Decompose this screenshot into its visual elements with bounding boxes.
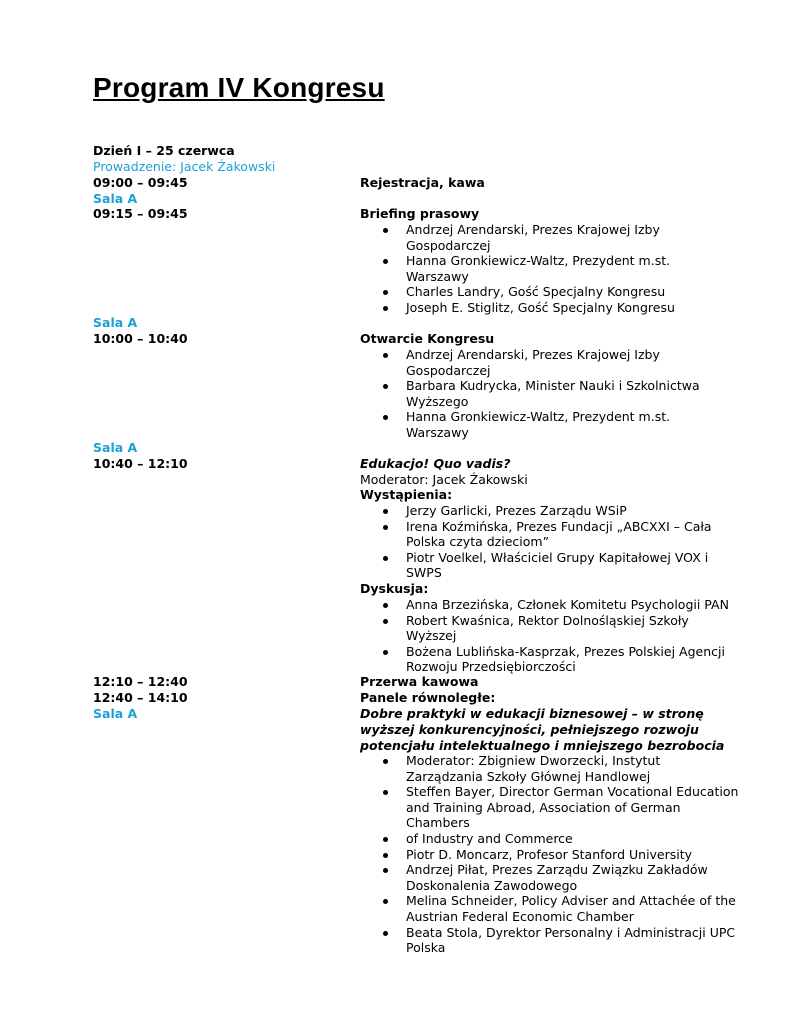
list-item: Warszawy (406, 268, 469, 284)
bullet-icon (383, 759, 388, 764)
bullet-icon (383, 931, 388, 936)
session-title: Przerwa kawowa (360, 674, 479, 689)
bullet-icon (383, 619, 388, 624)
bullet-icon (383, 290, 388, 295)
moderator-line: Moderator: Jacek Żakowski (360, 472, 528, 487)
list-item: Andrzej Arendarski, Prezes Krajowej Izby (406, 222, 660, 237)
list-item: Wyższego (406, 393, 469, 409)
time-slot-2: 09:15 – 09:45 (93, 206, 188, 221)
list-item: Wyższej (406, 628, 457, 644)
list-item: Hanna Gronkiewicz-Waltz, Prezydent m.st. (406, 409, 671, 425)
session-title: Rejestracja, kawa (360, 175, 485, 190)
list-item: Jerzy Garlicki, Prezes Zarządu WSiP (406, 503, 627, 518)
time-slot-6: 12:40 – 14:10 (93, 690, 188, 705)
list-item: Andrzej Piłat, Prezes Zarządu Związku Zakładów (406, 862, 708, 878)
time-slot-3: 10:00 – 10:40 (93, 331, 188, 346)
list-item: Anna Brzezińska, Członek Komitetu Psychologii PAN (406, 597, 729, 612)
session-title: Briefing prasowy (360, 206, 480, 221)
bullet-icon (383, 650, 388, 655)
time-slot-1: 09:00 – 09:45 (93, 175, 188, 190)
list-item: Barbara Kudrycka, Minister Nauki i Szkolnictwa (406, 378, 700, 394)
list-item: Polska czyta dzieciom” (406, 534, 550, 550)
list-item: Beata Stola, Dyrektor Personalny i Administracji UPC (406, 924, 736, 940)
room-label: Sala A (93, 315, 138, 330)
time-slot-5: 12:10 – 12:40 (93, 674, 188, 689)
list-item: Piotr Voelkel, Właściciel Grupy Kapitałowej VOX i (406, 549, 709, 565)
bullet-icon (383, 899, 388, 904)
discussion-heading: Dyskusja: (360, 581, 429, 596)
list-item: Robert Kwaśnica, Rektor Dolnośląskiej Szkoły (406, 612, 689, 628)
list-item: and Training Abroad, Association of German (406, 799, 681, 815)
time-slot-4: 10:40 – 12:10 (93, 456, 188, 471)
day-label: Dzień I – 25 czerwca (93, 143, 235, 158)
list-item: Piotr D. Moncarz, Profesor Stanford University (406, 846, 693, 862)
list-item: Gospodarczej (406, 362, 491, 378)
room-label: Sala A (93, 191, 138, 206)
bullet-icon (383, 353, 388, 358)
list-item: Chambers (406, 815, 470, 831)
room-label: Sala A (93, 706, 138, 721)
list-item: Steffen Bayer, Director German Vocational Education (406, 784, 739, 800)
list-item: Gospodarczej (406, 237, 491, 253)
session-title: Panele równoległe: (360, 690, 496, 705)
bullet-icon (383, 790, 388, 795)
list-item: Moderator: Zbigniew Dworzecki, Instytut (406, 753, 661, 768)
panel-title-line: wyższej konkurencyjności, pełniejszego rozwoju (360, 722, 699, 737)
panel-title-line: potencjału intelektualnego i mniejszego bezrobocia (360, 738, 725, 753)
list-item: Rozwoju Przedsiębiorczości (406, 659, 576, 675)
bullet-icon (383, 603, 388, 608)
bullet-icon (383, 525, 388, 530)
list-item: SWPS (406, 565, 442, 581)
bullet-icon (383, 306, 388, 311)
list-item: Andrzej Arendarski, Prezes Krajowej Izby (406, 347, 660, 362)
list-item: Melina Schneider, Policy Adviser and Attachée of the (406, 893, 736, 909)
bullet-icon (383, 837, 388, 842)
bullet-icon (383, 556, 388, 561)
list-item: Zarządzania Szkoły Głównej Handlowej (406, 768, 651, 784)
session-title: Edukacjo! Quo vadis? (360, 456, 511, 471)
bullet-icon (383, 415, 388, 420)
bullet-icon (383, 853, 388, 858)
list-item: Austrian Federal Economic Chamber (406, 909, 634, 924)
list-item: Bożena Lublińska-Kasprzak, Prezes Polskiej Agencji (406, 643, 725, 659)
room-label: Sala A (93, 440, 138, 455)
bullet-icon (383, 228, 388, 233)
list-item: Hanna Gronkiewicz-Waltz, Prezydent m.st. (406, 253, 671, 269)
bullet-icon (383, 868, 388, 873)
list-item: Polska (406, 940, 446, 956)
bullet-icon (383, 384, 388, 389)
talks-heading: Wystąpienia: (360, 487, 453, 502)
list-item: Doskonalenia Zawodowego (406, 877, 578, 893)
session-title: Otwarcie Kongresu (360, 331, 495, 346)
list-item: Joseph E. Stiglitz, Gość Specjalny Kongresu (406, 300, 675, 315)
panel-title-line: Dobre praktyki w edukacji biznesowej – w stronę (360, 706, 704, 721)
bullet-icon (383, 509, 388, 514)
list-item: Warszawy (406, 425, 469, 440)
list-item: Irena Koźmińska, Prezes Fundacji „ABCXXI – Cała (406, 518, 712, 534)
list-item: of Industry and Commerce (406, 831, 573, 846)
page-title: Program IV Kongresu (93, 72, 385, 103)
bullet-icon (383, 259, 388, 264)
host-label: Prowadzenie: Jacek Żakowski (93, 159, 276, 174)
list-item: Charles Landry, Gość Specjalny Kongresu (406, 284, 666, 300)
